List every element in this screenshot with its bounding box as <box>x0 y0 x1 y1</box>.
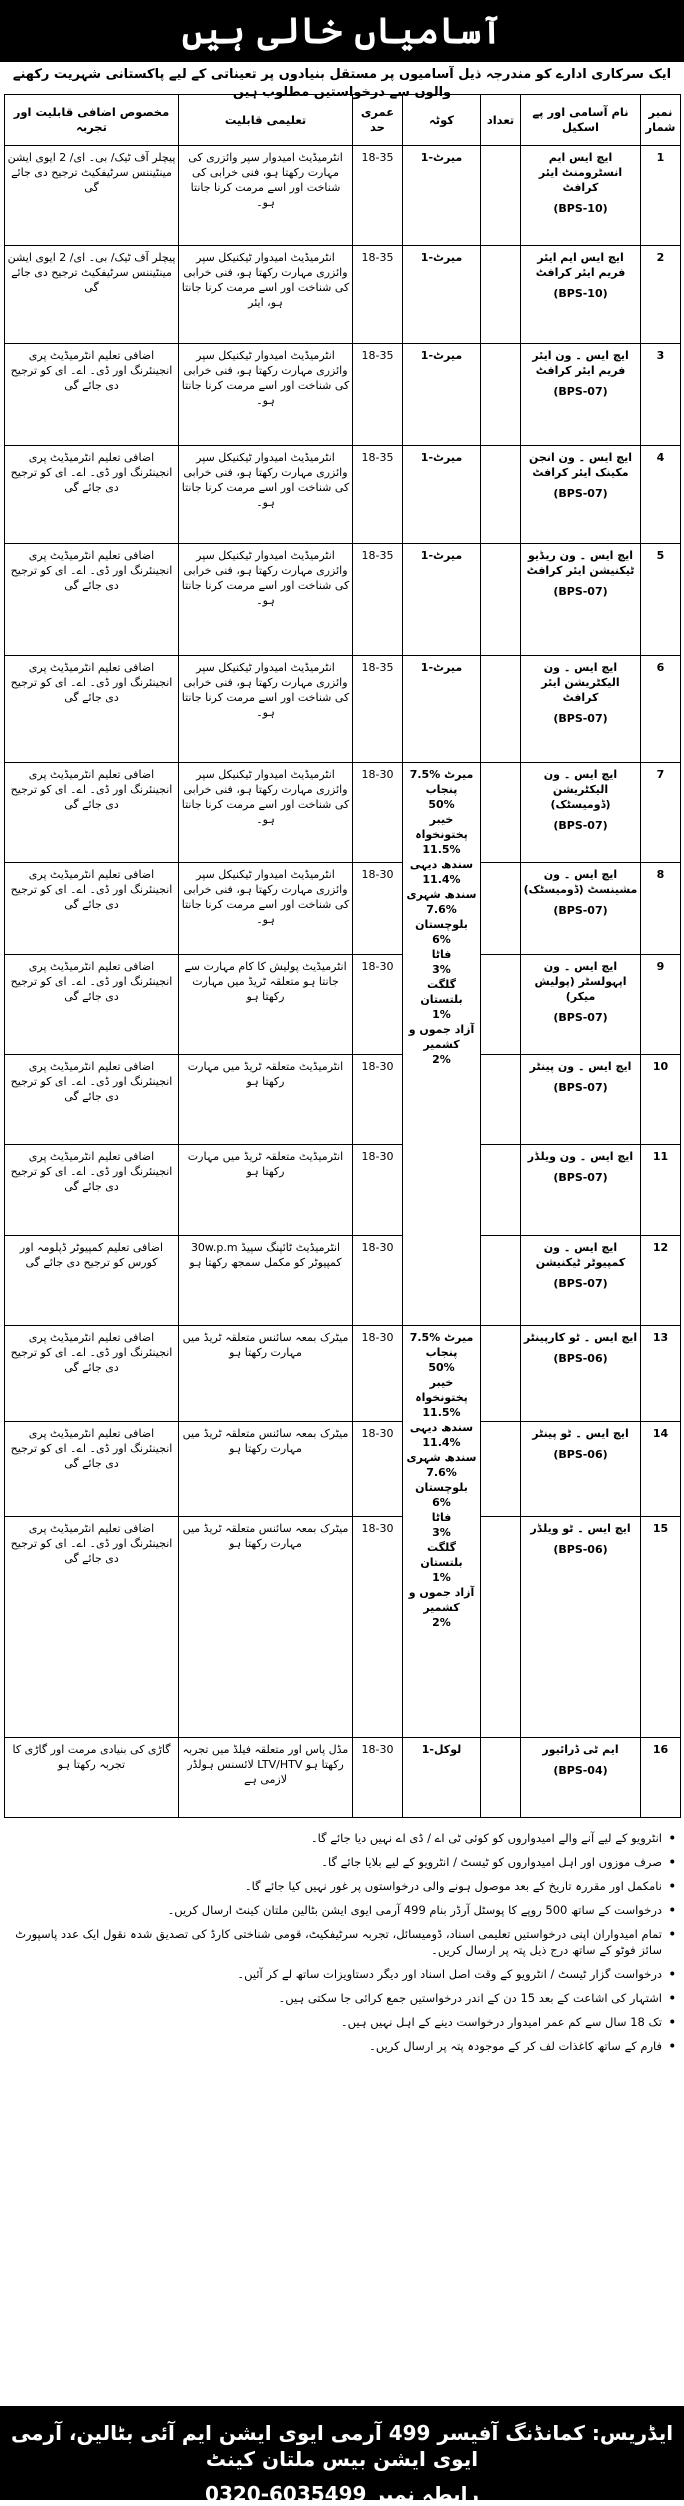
pay-scale: (BPS-10) <box>553 202 608 215</box>
quota-cell: میرٹ-1 <box>403 146 481 246</box>
header-sr: نمبر شمار <box>641 95 681 146</box>
post-cell <box>521 1054 641 1145</box>
pay-scale: (BPS-07) <box>553 385 608 399</box>
quantity-cell <box>481 656 521 763</box>
education-cell: میٹرک بمعہ سائنس متعلقہ ٹریڈ میں مہارت رکھتا ہو <box>179 1516 353 1737</box>
table-row <box>5 344 681 445</box>
quota-line: 2% <box>432 1616 451 1630</box>
header-age: عمری حد <box>353 95 403 146</box>
age-limit-cell: 18-35 <box>353 445 403 544</box>
row-number: 2 <box>641 245 681 344</box>
experience-cell: گاڑی کی بنیادی مرمت اور گاڑی کا تجربہ رکھتا ہو <box>5 1737 179 1817</box>
quantity-cell <box>481 445 521 544</box>
experience-cell: اضافی تعلیم انٹرمیڈیٹ پری انجینئرنگ اور ڈی۔ اے۔ ای کو ترجیح دی جائے گی <box>5 1421 179 1516</box>
quantity-cell <box>481 1145 521 1236</box>
table-row <box>5 954 681 1054</box>
education-cell: انٹرمیڈیٹ پولیش کا کام مہارت سے جانتا ہو متعلقہ ٹریڈ میں مہارت رکھتا ہو <box>179 954 353 1054</box>
row-number: 3 <box>641 344 681 445</box>
education-cell: مڈل پاس اور متعلقہ فیلڈ میں تجربہ رکھتا ہو LTV/HTV لائسنس ہولڈر لازمی ہے <box>179 1737 353 1817</box>
quantity-cell <box>481 1054 521 1145</box>
instruction-item: • فارم کے ساتھ کاغذات لف کر کے موجودہ پتہ پر ارسال کریں۔ <box>8 2038 676 2054</box>
education-cell: انٹرمیڈیٹ امیدوار ٹیکنیکل سپر وائزری مہارت رکھتا ہو، فنی خرابی کی شناخت اور اسے مرمت کرنا جانتا ہو۔ <box>179 445 353 544</box>
header-exp: مخصوص اضافی قابلیت اور تجربہ <box>5 95 179 146</box>
table-row <box>5 1737 681 1817</box>
pay-scale: (BPS-06) <box>553 1447 608 1461</box>
post-cell <box>521 544 641 656</box>
vacancies-table <box>4 94 681 1818</box>
post-name: ایچ ایس ایم ایئر فریم ایئر کرافٹ <box>535 250 626 279</box>
quantity-cell <box>481 762 521 862</box>
quota-line: 11.5% <box>422 1406 461 1420</box>
instruction-item: • اشتہار کی اشاعت کے بعد 15 دن کے اندر درخواستیں جمع کرائی جا سکتی ہیں۔ <box>8 1990 676 2006</box>
education-cell: انٹرمیڈیٹ امیدوار ٹیکنیکل سپر وائزری مہارت رکھتا ہو، فنی خرابی کی شناخت اور اسے مرمت کرنا جانتا ہو۔ <box>179 762 353 862</box>
table-row <box>5 1235 681 1326</box>
address-bar <box>0 2406 684 2506</box>
quota-line: بلوچستان <box>415 1481 468 1495</box>
experience-cell: اضافی تعلیم انٹرمیڈیٹ پری انجینئرنگ اور ڈی۔ اے۔ ای کو ترجیح دی جائے گی <box>5 544 179 656</box>
header-quota: کوٹہ <box>403 95 481 146</box>
row-number: 15 <box>641 1516 681 1737</box>
quota-line: سندھ دیہی <box>409 857 474 871</box>
quota-line: بلوچستان <box>415 917 468 931</box>
age-limit-cell: 18-30 <box>353 1145 403 1236</box>
instruction-item: • نامکمل اور مقررہ تاریخ کے بعد موصول ہونے والی درخواستوں پر غور نہیں کیا جائے گا۔ <box>8 1878 676 1894</box>
row-number: 16 <box>641 1737 681 1817</box>
post-name: ایچ ایس ۔ ون ریڈیو ٹیکنیشن ایئر کرافٹ <box>526 549 635 578</box>
quota-line: پنجاب <box>425 782 458 796</box>
post-name: ایچ ایس ایم انسٹرومنٹ ایئر کرافٹ <box>538 151 623 194</box>
experience-cell: اضافی تعلیم انٹرمیڈیٹ پری انجینئرنگ اور ڈی۔ اے۔ ای کو ترجیح دی جائے گی <box>5 656 179 763</box>
quota-cell: میرٹ-1 <box>403 544 481 656</box>
quantity-cell <box>481 1516 521 1737</box>
row-number: 11 <box>641 1145 681 1236</box>
quantity-cell <box>481 146 521 246</box>
quota-line: 2% <box>432 1052 451 1066</box>
pay-scale: (BPS-07) <box>553 1080 608 1094</box>
age-limit-cell: 18-30 <box>353 762 403 862</box>
row-number: 7 <box>641 762 681 862</box>
quota-line: 6% <box>432 932 451 946</box>
pay-scale: (BPS-07) <box>553 1010 608 1024</box>
age-limit-cell: 18-30 <box>353 1737 403 1817</box>
table-row <box>5 656 681 763</box>
row-number: 5 <box>641 544 681 656</box>
education-cell: میٹرک بمعہ سائنس متعلقہ ٹریڈ میں مہارت رکھتا ہو <box>179 1326 353 1421</box>
header-qty: تعداد <box>481 95 521 146</box>
quota-line: سندھ شہری <box>406 1451 477 1465</box>
quantity-cell <box>481 862 521 954</box>
quota-line: آزاد جموں و کشمیر <box>408 1586 475 1615</box>
pay-scale: (BPS-07) <box>553 818 608 832</box>
post-name: ایچ ایس ۔ ٹو کارپینٹر <box>523 1331 638 1345</box>
instruction-item: • درخواست کے ساتھ 500 روپے کا پوسٹل آرڈر بنام 499 آرمی ایوی ایشن بٹالین ملتان کینٹ ارسال کریں۔ <box>8 1902 676 1918</box>
post-cell <box>521 954 641 1054</box>
instruction-item: • تمام امیدواران اپنی درخواستیں تعلیمی اسناد، ڈومیسائل، تجربہ سرٹیفکیٹ، قومی شناختی کارڈ کی تصدیق شدہ نقول ایک عدد پاسپورٹ سائز فوٹو کے ساتھ درج ذیل پتہ پر ارسال کریں۔ <box>8 1926 676 1958</box>
quota-cell: میرٹ-1 <box>403 445 481 544</box>
experience-cell: اضافی تعلیم انٹرمیڈیٹ پری انجینئرنگ اور ڈی۔ اے۔ ای کو ترجیح دی جائے گی <box>5 762 179 862</box>
contact-number: 0320-6035499 <box>205 2482 367 2506</box>
quota-line: 50% <box>428 797 455 811</box>
age-limit-cell: 18-30 <box>353 1326 403 1421</box>
page-title: آسامیاں خالی ہیں <box>0 0 684 62</box>
age-limit-cell: 18-30 <box>353 1054 403 1145</box>
quota-line: سندھ شہری <box>406 887 477 901</box>
pay-scale: (BPS-07) <box>553 585 608 599</box>
quota-line: گلگت بلتستان <box>420 1541 463 1570</box>
post-name: ایچ ایس ۔ ون کمپیوٹر ٹیکنیشن <box>535 1240 626 1269</box>
quota-line: پنجاب <box>425 1346 458 1360</box>
quota-line: خیبر پختونخواہ <box>415 1376 468 1405</box>
quantity-cell <box>481 1737 521 1817</box>
pay-scale: (BPS-07) <box>553 486 608 500</box>
post-cell <box>521 762 641 862</box>
quota-line: 7.6% <box>426 1466 457 1480</box>
post-name: ایچ ایس ۔ ون ایئر فریم ایئر کرافٹ <box>532 349 629 378</box>
experience-cell: اضافی تعلیم کمپیوٹر ڈپلومہ اور کورس کو ترجیح دی جائے گی <box>5 1235 179 1326</box>
pay-scale: (BPS-06) <box>553 1352 608 1366</box>
quota-cell: میرٹ-1 <box>403 245 481 344</box>
education-cell: انٹرمیڈیٹ امیدوار ٹیکنیکل سپر وائزری مہارت رکھتا ہو، فنی خرابی کی شناخت اور اسے مرمت کرنا جانتا ہو، ایئر <box>179 245 353 344</box>
experience-cell: اضافی تعلیم انٹرمیڈیٹ پری انجینئرنگ اور ڈی۔ اے۔ ای کو ترجیح دی جائے گی <box>5 1145 179 1236</box>
experience-cell: اضافی تعلیم انٹرمیڈیٹ پری انجینئرنگ اور ڈی۔ اے۔ ای کو ترجیح دی جائے گی <box>5 954 179 1054</box>
quota-cell: میرٹ-1 <box>403 344 481 445</box>
instruction-item: • انٹرویو کے لیے آنے والے امیدواروں کو کوئی ٹی اے / ڈی اے نہیں دیا جائے گا۔ <box>8 1830 676 1846</box>
age-limit-cell: 18-30 <box>353 1235 403 1326</box>
pay-scale: (BPS-07) <box>553 712 608 726</box>
contact-label: رابطہ نمبر <box>373 2482 479 2506</box>
education-cell: میٹرک بمعہ سائنس متعلقہ ٹریڈ میں مہارت رکھتا ہو <box>179 1421 353 1516</box>
education-cell: انٹرمیڈیٹ امیدوار سپر وائزری کی مہارت رکھتا ہو، فنی خرابی کی شناخت اور اسے مرمت کرنا جانتا ہو۔ <box>179 146 353 246</box>
age-limit-cell: 18-30 <box>353 954 403 1054</box>
row-number: 6 <box>641 656 681 763</box>
quota-line: 11.5% <box>422 842 461 856</box>
instruction-item: • تک 18 سال سے کم عمر امیدوار درخواست دینے کے اہل نہیں ہیں۔ <box>8 2014 676 2030</box>
quota-line: 11.4% <box>422 1436 461 1450</box>
pay-scale: (BPS-07) <box>553 903 608 917</box>
pay-scale: (BPS-04) <box>553 1763 608 1777</box>
table-row <box>5 1054 681 1145</box>
post-cell <box>521 1145 641 1236</box>
experience-cell: اضافی تعلیم انٹرمیڈیٹ پری انجینئرنگ اور ڈی۔ اے۔ ای کو ترجیح دی جائے گی <box>5 344 179 445</box>
experience-cell: اضافی تعلیم انٹرمیڈیٹ پری انجینئرنگ اور ڈی۔ اے۔ ای کو ترجیح دی جائے گی <box>5 1054 179 1145</box>
table-row <box>5 245 681 344</box>
post-name: ایچ ایس ۔ ون ویلڈر <box>527 1150 634 1164</box>
education-cell: انٹرمیڈیٹ امیدوار ٹیکنیکل سپر وائزری مہارت رکھتا ہو، فنی خرابی کی شناخت اور اسے مرمت کرنا جانتا ہو۔ <box>179 862 353 954</box>
quota-line: 7.5% میرٹ <box>409 1331 474 1345</box>
post-cell <box>521 1421 641 1516</box>
post-cell <box>521 1737 641 1817</box>
row-number: 10 <box>641 1054 681 1145</box>
post-cell <box>521 1326 641 1421</box>
pay-scale: (BPS-06) <box>553 1542 608 1556</box>
age-limit-cell: 18-35 <box>353 544 403 656</box>
quota-line: فاٹا <box>431 1511 452 1525</box>
post-cell <box>521 146 641 246</box>
quota-line: 3% <box>432 962 451 976</box>
post-name: ایچ ایس ۔ ون اپہولسٹر (پولیش میکر) <box>534 959 627 1003</box>
quota-line: سندھ دیہی <box>409 1421 474 1435</box>
header-post: نام آسامی اور پے اسکیل <box>521 95 641 146</box>
post-name: ایچ ایس ۔ ون مشینسٹ (ڈومیسٹک) <box>523 867 638 896</box>
quantity-cell <box>481 1235 521 1326</box>
age-limit-cell: 18-35 <box>353 245 403 344</box>
row-number: 12 <box>641 1235 681 1326</box>
quota-line: 11.4% <box>422 872 461 886</box>
post-name: ایچ ایس ۔ ٹو پینٹر <box>532 1426 629 1440</box>
table-row <box>5 1421 681 1516</box>
header-edu: تعلیمی قابلیت <box>179 95 353 146</box>
quantity-cell <box>481 544 521 656</box>
instructions-list <box>8 1830 676 2062</box>
post-cell <box>521 245 641 344</box>
age-limit-cell: 18-30 <box>353 1421 403 1516</box>
instruction-item: • درخواست گزار ٹیسٹ / انٹرویو کے وقت اصل اسناد اور دیگر دستاویزات ساتھ لے کر آئیں۔ <box>8 1966 676 1982</box>
quantity-cell <box>481 344 521 445</box>
experience-cell: اضافی تعلیم انٹرمیڈیٹ پری انجینئرنگ اور ڈی۔ اے۔ ای کو ترجیح دی جائے گی <box>5 1516 179 1737</box>
quota-cell: میرٹ-1 <box>403 656 481 763</box>
quantity-cell <box>481 954 521 1054</box>
row-number: 1 <box>641 146 681 246</box>
table-row <box>5 544 681 656</box>
instruction-item: • صرف موزوں اور اہل امیدواروں کو ٹیسٹ / انٹرویو کے لیے بلایا جائے گا۔ <box>8 1854 676 1870</box>
age-limit-cell: 18-30 <box>353 862 403 954</box>
post-name: ایچ ایس ۔ ون انجن مکینک ایئر کرافٹ <box>529 450 632 479</box>
post-cell <box>521 1235 641 1326</box>
address-text: ایڈریس: کمانڈنگ آفیسر 499 آرمی ایوی ایشن ایم آئی بٹالین، آرمی ایوی ایشن بیس ملتان کینٹ <box>10 2421 674 2471</box>
post-cell <box>521 445 641 544</box>
post-name: ایچ ایس ۔ ون الیکٹریشن (ڈومیسٹک) <box>543 767 618 811</box>
table-header-row <box>5 95 681 146</box>
age-limit-cell: 18-35 <box>353 344 403 445</box>
education-cell: انٹرمیڈیٹ متعلقہ ٹریڈ میں مہارت رکھتا ہو <box>179 1145 353 1236</box>
intro-text: ایک سرکاری ادارے کو مندرجہ ذیل آسامیوں پر مستقل بنیادوں پر تعیناتی کے لیے پاکستانی شہریت رکھنے والوں سے درخواستیں مطلوب ہیں <box>12 67 672 100</box>
quantity-cell <box>481 1421 521 1516</box>
pay-scale: (BPS-07) <box>553 1276 608 1290</box>
post-cell <box>521 862 641 954</box>
quota-line: 7.5% میرٹ <box>409 767 474 781</box>
pay-scale: (BPS-10) <box>553 286 608 300</box>
quota-block <box>403 762 481 1326</box>
quota-line: خیبر پختونخواہ <box>415 812 468 841</box>
row-number: 14 <box>641 1421 681 1516</box>
post-cell <box>521 656 641 763</box>
post-name: ایچ ایس ۔ ٹو ویلڈر <box>530 1521 631 1535</box>
table-row <box>5 862 681 954</box>
table-row <box>5 1326 681 1421</box>
table-row <box>5 1145 681 1236</box>
row-number: 8 <box>641 862 681 954</box>
age-limit-cell: 18-35 <box>353 146 403 246</box>
quota-line: 6% <box>432 1496 451 1510</box>
post-cell <box>521 344 641 445</box>
quota-block <box>403 1326 481 1738</box>
quota-line: 1% <box>432 1571 451 1585</box>
age-limit-cell: 18-35 <box>353 656 403 763</box>
table-row <box>5 1516 681 1737</box>
experience-cell: اضافی تعلیم انٹرمیڈیٹ پری انجینئرنگ اور ڈی۔ اے۔ ای کو ترجیح دی جائے گی <box>5 1326 179 1421</box>
experience-cell: پیچلر آف ٹیک/ بی۔ ای/ 2 ایوی ایشن مینٹیننس سرٹیفکیٹ ترجیح دی جائے گی <box>5 146 179 246</box>
experience-cell: اضافی تعلیم انٹرمیڈیٹ پری انجینئرنگ اور ڈی۔ اے۔ ای کو ترجیح دی جائے گی <box>5 862 179 954</box>
table-row <box>5 762 681 862</box>
education-cell: انٹرمیڈیٹ امیدوار ٹیکنیکل سپر وائزری مہارت رکھتا ہو، فنی خرابی کی شناخت اور اسے مرمت کرنا جانتا ہو۔ <box>179 344 353 445</box>
education-cell: انٹرمیڈیٹ امیدوار ٹیکنیکل سپر وائزری مہارت رکھتا ہو، فنی خرابی کی شناخت اور اسے مرمت کرنا جانتا ہو۔ <box>179 544 353 656</box>
education-cell: انٹرمیڈیٹ ٹائپنگ سپیڈ 30w.p.m کمپیوٹر کو مکمل سمجھ رکھتا ہو <box>179 1235 353 1326</box>
quota-line: فاٹا <box>431 947 452 961</box>
post-name: ایم ٹی ڈرائیور <box>542 1742 619 1756</box>
age-limit-cell: 18-30 <box>353 1516 403 1737</box>
quota-line: 3% <box>432 1526 451 1540</box>
quota-line: گلگت بلتستان <box>420 977 463 1006</box>
row-number: 13 <box>641 1326 681 1421</box>
table-row <box>5 445 681 544</box>
quantity-cell <box>481 1326 521 1421</box>
quantity-cell <box>481 245 521 344</box>
table-row <box>5 146 681 246</box>
quota-line: 1% <box>432 1007 451 1021</box>
row-number: 9 <box>641 954 681 1054</box>
quota-line: 50% <box>428 1361 455 1375</box>
quota-line: آزاد جموں و کشمیر <box>408 1022 475 1051</box>
education-cell: انٹرمیڈیٹ متعلقہ ٹریڈ میں مہارت رکھتا ہو <box>179 1054 353 1145</box>
quota-cell: لوکل-1 <box>403 1737 481 1817</box>
experience-cell: اضافی تعلیم انٹرمیڈیٹ پری انجینئرنگ اور ڈی۔ اے۔ ای کو ترجیح دی جائے گی <box>5 445 179 544</box>
post-name: ایچ ایس ۔ ون الیکٹریشن ایئر کرافٹ <box>541 661 620 705</box>
pay-scale: (BPS-07) <box>553 1171 608 1185</box>
quota-line: 7.6% <box>426 902 457 916</box>
post-cell <box>521 1516 641 1737</box>
contact-line <box>0 2482 684 2506</box>
education-cell: انٹرمیڈیٹ امیدوار ٹیکنیکل سپر وائزری مہارت رکھتا ہو، فنی خرابی کی شناخت اور اسے مرمت کرنا جانتا ہو۔ <box>179 656 353 763</box>
row-number: 4 <box>641 445 681 544</box>
post-name: ایچ ایس ۔ ون پینٹر <box>529 1059 632 1073</box>
experience-cell: پیچلر آف ٹیک/ بی۔ ای/ 2 ایوی ایشن مینٹیننس سرٹیفکیٹ ترجیح دی جائے گی <box>5 245 179 344</box>
